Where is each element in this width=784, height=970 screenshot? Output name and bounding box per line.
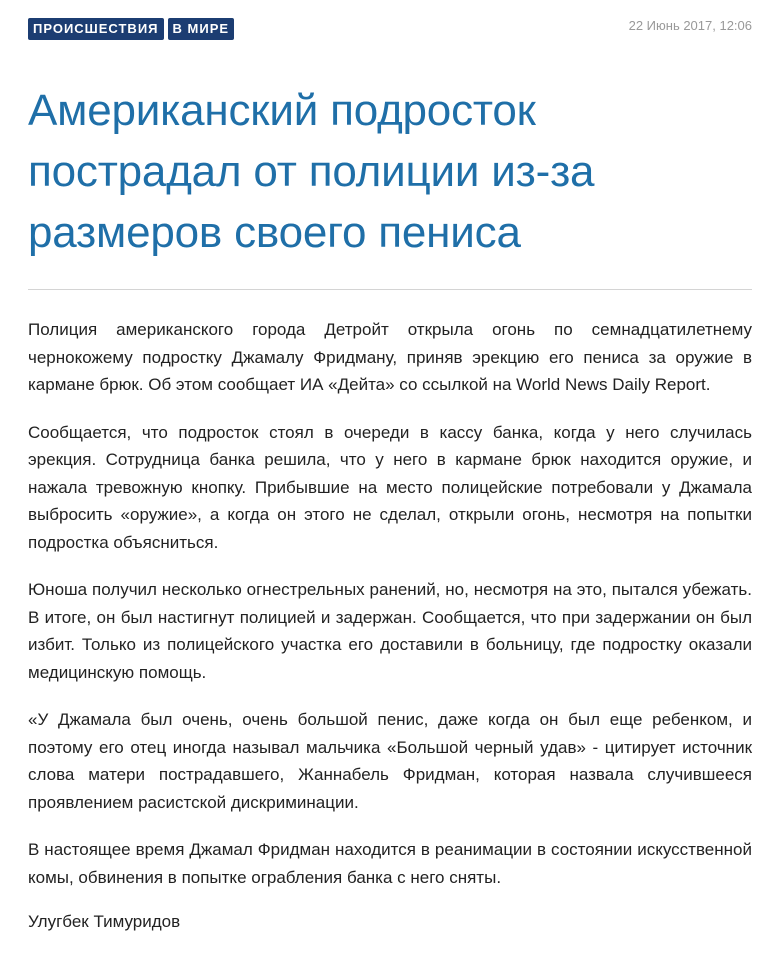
article-body (28, 316, 752, 891)
article-paragraph: «У Джамала был очень, очень большой пенис, даже когда он был еще ребенком, и поэтому его отец иногда называл мальчика «Большой черный удав» - цитирует источник слова матери пострадавшего, Жаннабель Фридман, которая назвала случившееся проявлением расистской дискриминации. (28, 710, 752, 812)
category-tags (28, 18, 234, 40)
article-paragraph: Полиция американского города Детройт открыла огонь по семнадцатилетнему чернокожему подростку Джамалу Фридману, приняв эрекцию его пениса за оружие в кармане брюк. Об этом сообщает ИА «Дейта» со ссылкой на World News Daily Report. (28, 320, 752, 394)
article-paragraph: Юноша получил несколько огнестрельных ранений, но, несмотря на это, пытался убежать. В итоге, он был настигнут полицией и задержан. Сообщается, что при задержании он был избит. Только из полицейского участка его доставили в больницу, где подростку оказали медицинскую помощь. (28, 580, 752, 682)
article-paragraph: В настоящее время Джамал Фридман находится в реанимации в состоянии искусственной комы, обвинения в попытке ограбления банка с него сняты. (28, 840, 752, 887)
article (28, 18, 752, 933)
article-author: Улугбек Тимуридов (28, 912, 181, 931)
publish-date: 22 Июнь 2017, 12:06 (628, 18, 752, 33)
divider (28, 289, 752, 290)
tag-incidents[interactable]: ПРОИСШЕСТВИЯ (28, 18, 164, 40)
tag-world[interactable]: В МИРЕ (168, 18, 235, 40)
article-headline: Американский подросток пострадал от полиции из-за размеров своего пениса (28, 86, 595, 257)
article-paragraph: Сообщается, что подросток стоял в очереди в кассу банка, когда у него случилась эрекция. Сотрудница банка решила, что у него в кармане брюк находится оружие, и нажала тревожную кнопку. Прибывшие на место полицейские потребовали у Джамала выбросить «оружие», а когда он этого не сделал, открыли огонь, несмотря на попытки подростка объясниться. (28, 422, 752, 552)
article-meta (28, 18, 752, 46)
